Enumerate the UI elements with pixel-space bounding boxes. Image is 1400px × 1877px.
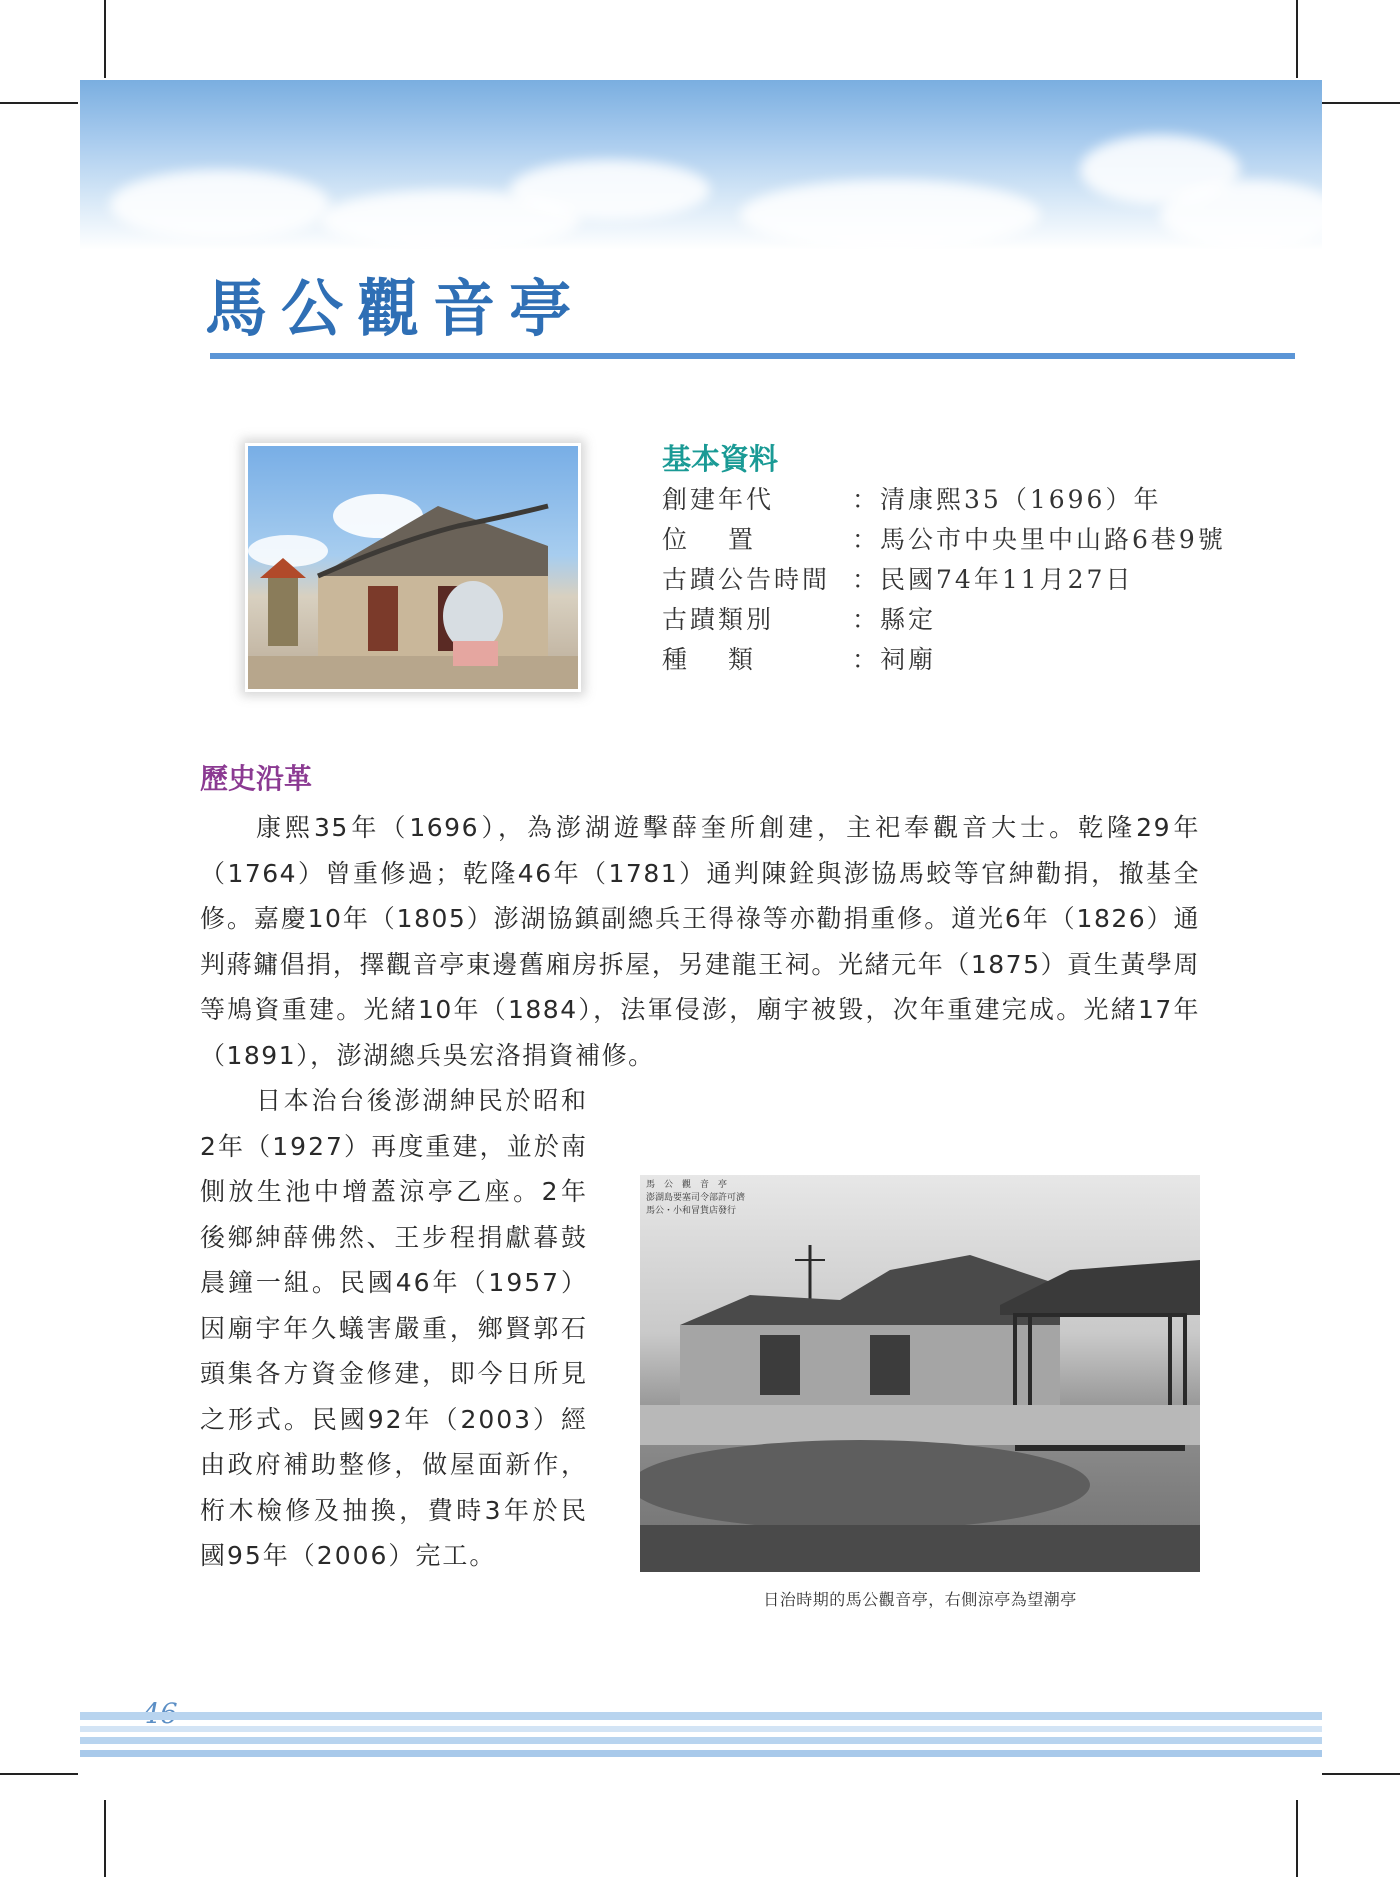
- crop-mark-top-right-h: [1322, 102, 1400, 104]
- footer-stripe: [80, 1726, 1322, 1732]
- basic-info-heading: 基本資料: [662, 442, 779, 476]
- crop-mark-bottom-left: [104, 1800, 106, 1877]
- basic-info-label: 種類: [662, 645, 756, 674]
- temple-photo: [245, 443, 581, 692]
- basic-info-label: 古蹟公告時間: [662, 565, 831, 594]
- sky-header-banner: [80, 80, 1322, 250]
- historical-photo-caption: 日治時期的馬公觀音亭，右側涼亭為望潮亭: [763, 1590, 1077, 1609]
- history-heading: 歷史沿革: [200, 762, 313, 795]
- footer-stripe: [80, 1750, 1322, 1757]
- crop-mark-bottom-right-h: [1322, 1773, 1400, 1775]
- basic-info-value: 民國74年11月27日: [880, 565, 1134, 594]
- basic-info-row: 位置 ：馬公市中央里中山路6巷9號: [566, 520, 1226, 560]
- title-underline: [210, 353, 1295, 359]
- basic-info-row: 創建年代 ：清康熙35（1696）年: [662, 480, 1226, 520]
- basic-info-value: 祠廟: [880, 645, 937, 674]
- history-paragraph-2: 日本治台後澎湖紳民於昭和2年（1927）再度重建，並於南側放生池中增蓋涼亭乙座。2年後鄉紳薛佛然、王步程捐獻暮鼓晨鐘一組。民國46年（1957）因廟宇年久蟻害嚴重，鄉賢郭石頭集各方資金修建，即今日所見之形式。民國92年（2003）經由政府補助整修，做屋面新作，桁木檢修及抽換，費時3年於民國95年（2006）完工。: [200, 1086, 588, 1570]
- basic-info-value: 縣定: [880, 605, 937, 634]
- basic-info-label: 創建年代: [662, 485, 775, 514]
- crop-mark-bottom-left-h: [0, 1773, 78, 1775]
- basic-info-row: 種類 ：祠廟: [566, 640, 1226, 680]
- crop-mark-top-left-h: [0, 102, 78, 104]
- crop-mark-top-right: [1296, 0, 1298, 78]
- basic-info-label: 古蹟類別: [662, 605, 775, 634]
- temple-photo-illustration: [248, 446, 578, 689]
- crop-mark-top-left: [104, 0, 106, 78]
- crop-mark-bottom-right: [1296, 1800, 1298, 1877]
- basic-info-list: [662, 480, 1226, 680]
- history-paragraph-1: 康熙35年（1696），為澎湖遊擊薛奎所創建，主祀奉觀音大士。乾隆29年（1764）曾重修過；乾隆46年（1781）通判陳銓與澎協馬蛟等官紳勸捐，撤基全修。嘉慶10年（1805）澎湖協鎮副總兵王得祿等亦勸捐重修。道光6年（1826）通判蔣鏞倡捐，擇觀音亭東邊舊廂房拆屋，另建龍王祠。光緒元年（1875）貢生黃學周等鳩資重建。光緒10年（1884），法軍侵澎，廟宇被毀，次年重建完成。光緒17年（1891），澎湖總兵吳宏洛捐資補修。: [200, 813, 1200, 1070]
- basic-info-label: 位置: [662, 525, 756, 554]
- basic-info-value: 清康熙35（1696）年: [880, 485, 1162, 514]
- basic-info-row: 古蹟類別 ：縣定: [662, 600, 1226, 640]
- historical-photo-print-text: 馬 公 觀 音 亭 澎湖島要塞司令部許可濟 馬公・小和冒貨店發行: [646, 1180, 746, 1216]
- historical-photo-illustration: [640, 1175, 1200, 1572]
- basic-info-row: 古蹟公告時間 ：民國74年11月27日: [662, 560, 1226, 600]
- footer-stripe: [80, 1737, 1322, 1744]
- footer-stripe: [80, 1712, 1322, 1720]
- basic-info-value: 馬公市中央里中山路6巷9號: [880, 525, 1226, 554]
- historical-photo: [640, 1175, 1200, 1572]
- page-title: 馬公觀音亭: [205, 272, 586, 345]
